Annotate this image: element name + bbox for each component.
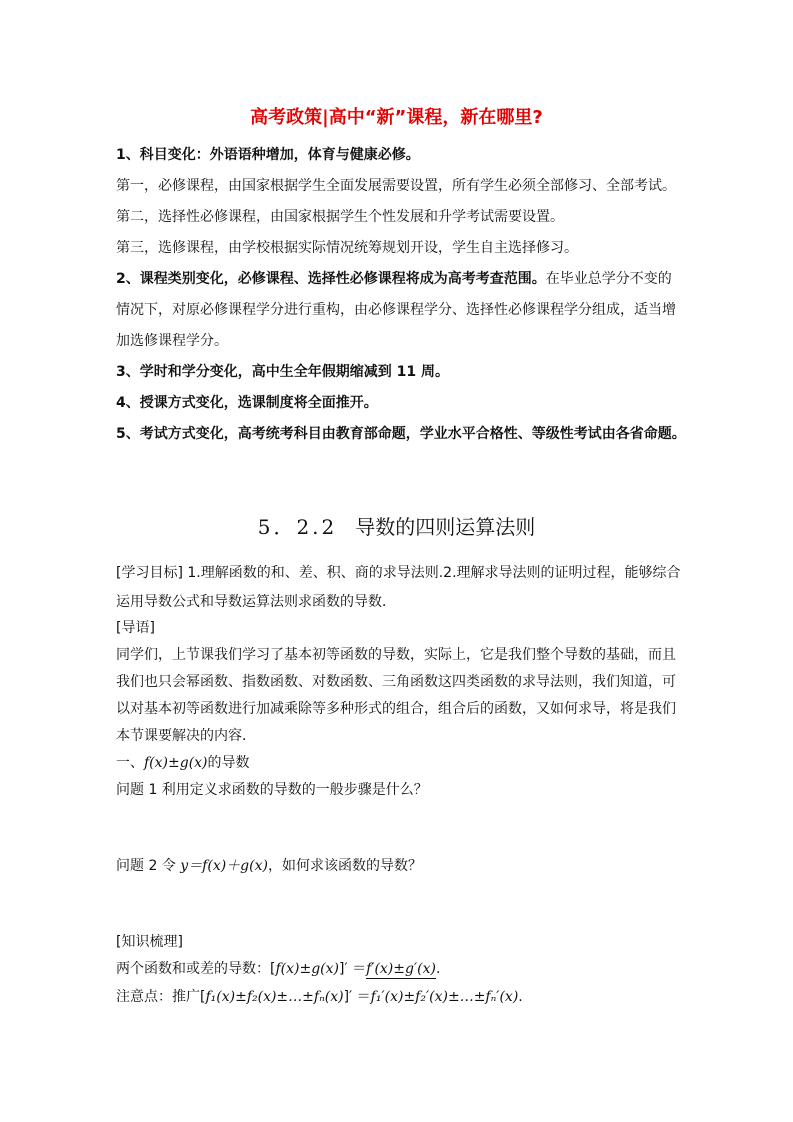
knowledge-rule-2 xyxy=(116,987,523,1007)
rule-1-suffix: . xyxy=(435,961,441,977)
lesson-number: 5．2.2 xyxy=(257,515,338,539)
policy-point-2-bold: 2、课程类别变化，必修课程、选择性必修课程将成为高考考查范围。 xyxy=(116,271,546,287)
policy-point-4: 4、授课方式变化，选课制度将全面推开。 xyxy=(116,395,378,411)
rule-2-mid: ]′ ＝ xyxy=(343,989,371,1005)
question-1: 问题 1 利用定义求函数的导数的一般步骤是什么？ xyxy=(116,782,428,798)
policy-point-3: 3、学时和学分变化，高中生全年假期缩减到 11 周。 xyxy=(116,364,449,380)
rule-1-mid: ]′ ＝ xyxy=(338,961,367,977)
subsection-1-heading xyxy=(116,753,250,773)
learning-goals-line1: [学习目标] 1.理解函数的和、差、积、商的求导法则.2.理解求导法则的证明过程，能够综合 xyxy=(116,565,681,581)
policy-point-2 xyxy=(116,269,672,289)
policy-paragraph-3: 第三，选修课程，由学校根据实际情况统筹规划开设，学生自主选择修习。 xyxy=(116,240,578,256)
policy-point-2-line2: 情况下，对原必修课程学分进行重构，由必修课程学分、选择性必修课程学分组成，适当增 xyxy=(116,302,676,318)
policy-paragraph-1: 第一，必修课程，由国家根据学生全面发展需要设置，所有学生必须全部修习、全部考试。 xyxy=(116,178,676,194)
intro-label: [导语] xyxy=(116,620,155,636)
subsection-1-suffix: 的导数 xyxy=(207,755,250,771)
rule-2-formula-right: f₁′(x)±f₂′(x)±…±fₙ′(x) xyxy=(370,989,519,1005)
question-2 xyxy=(116,856,422,876)
intro-line4: 本节课要解决的内容． xyxy=(116,728,256,744)
learning-goals-line2: 运用导数公式和导数运算法则求函数的导数． xyxy=(116,594,396,610)
intro-line1: 同学们，上节课我们学习了基本初等函数的导数，实际上，它是我们整个导数的基础，而且 xyxy=(116,647,676,663)
rule-2-formula-left: f₁(x)±f₂(x)±…±fₙ(x) xyxy=(205,989,344,1005)
intro-line3: 以对基本初等函数进行加减乘除等多种形式的组合，组合后的函数，又如何求导，将是我们 xyxy=(116,701,676,717)
rule-1-formula-left: f(x)±g(x) xyxy=(275,961,339,977)
knowledge-label: [知识梳理] xyxy=(116,934,183,950)
knowledge-rule-1 xyxy=(116,959,440,979)
question-2-prefix: 问题 2 令 xyxy=(116,858,181,874)
policy-point-1: 1、科目变化：外语语种增加，体育与健康必修。 xyxy=(116,147,420,163)
subsection-1-formula: f(x)±g(x) xyxy=(144,755,208,771)
policy-paragraph-2: 第二，选择性必修课程，由国家根据学生个性发展和升学考试需要设置。 xyxy=(116,209,564,225)
rule-1-prefix: 两个函数和或差的导数：[ xyxy=(116,961,276,977)
lesson-title xyxy=(0,513,793,541)
question-2-formula: y＝f(x)＋g(x) xyxy=(180,858,268,874)
policy-point-5: 5、考试方式变化，高考统考科目由教育部命题，学业水平合格性、等级性考试由各省命题。 xyxy=(116,426,686,442)
policy-title: 高考政策|高中“新”课程，新在哪里? xyxy=(250,107,543,128)
policy-point-2-rest: 在毕业总学分不变的 xyxy=(545,271,672,287)
subsection-1-prefix: 一、 xyxy=(116,755,144,771)
rule-2-suffix: . xyxy=(518,989,523,1005)
intro-line2: 我们也只会幂函数、指数函数、对数函数、三角函数这四类函数的求导法则，我们知道，可 xyxy=(116,674,676,690)
lesson-title-text: 导数的四则运算法则 xyxy=(355,515,536,539)
question-2-suffix: ，如何求该函数的导数？ xyxy=(267,858,422,874)
rule-2-prefix: 注意点：推广[ xyxy=(116,989,206,1005)
policy-point-2-line3: 加选修课程学分。 xyxy=(116,333,228,349)
rule-1-formula-right: f′(x)±g′(x) xyxy=(366,961,436,977)
